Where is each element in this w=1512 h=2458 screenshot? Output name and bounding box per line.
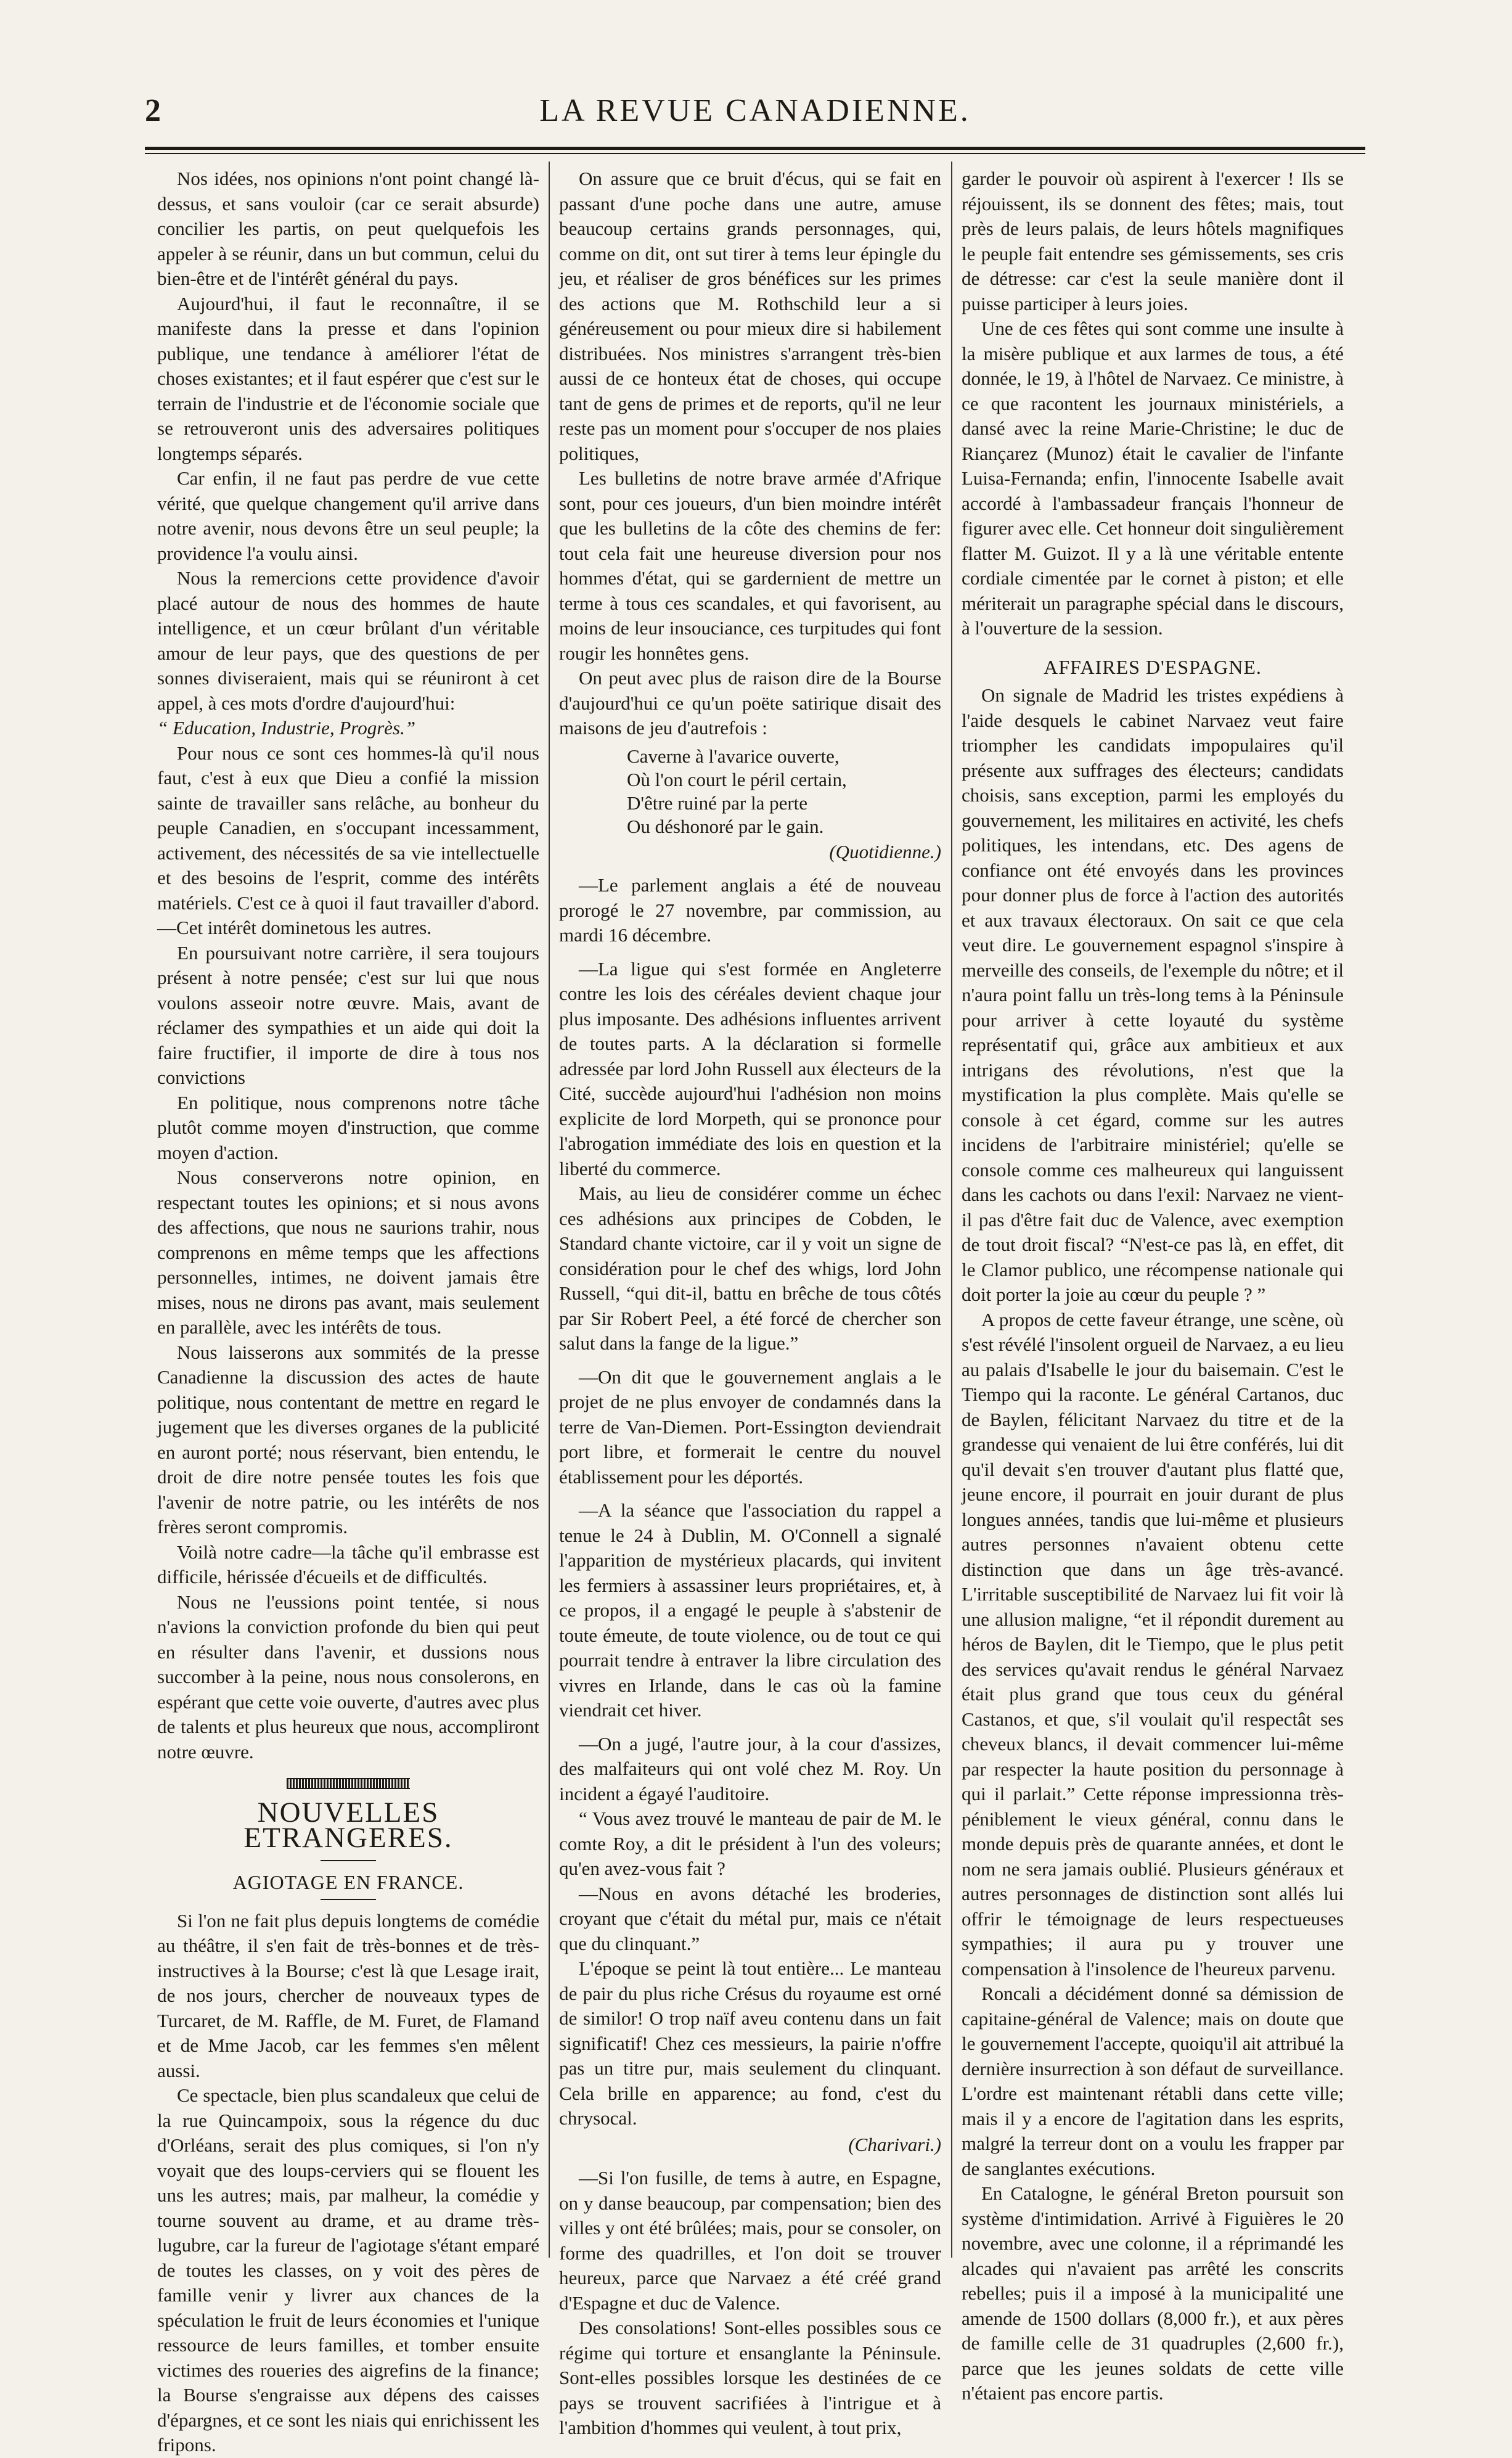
short-rule [321,1860,376,1861]
column-divider [549,162,550,2258]
column-2 [559,166,941,2438]
paragraph: Nos idées, nos opinions n'ont point changé là-dessus, et sans vouloir (car ce serait absurde) concilier les partis, on peut quelquefois les appeler à se réunir, dans un but commun, celui du bien-être et de l'intérêt général du pays. [157,168,539,289]
paragraph: Aujourd'hui, il faut le reconnaître, il se manifeste dans la presse et dans l'opinion publique, une tendance à améliorer l'état de choses existantes; et il faut espérer que c'est sur le terrain de l'industrie et de l'économie sociale que se retrouveront unis des adversaires politiques longtemps séparés. [157,292,539,464]
verse-line: Caverne à l'avarice ouverte, [627,745,840,767]
verse-line: D'être ruiné par la perte [627,792,808,814]
section-title: NOUVELLES ETRANGERES. [243,1796,453,1854]
paragraph: “ Vous avez trouvé le manteau de pair de M. le comte Roy, a dit le président à l'un des voleurs; qu'en avez-vous fait ? [559,1808,941,1879]
paragraph: garder le pouvoir où aspirent à l'exercer ! Ils se réjouissent, ils se donnent des fêtes; mais, tout près de leurs palais, de leurs hôtels magnifiques le peuple fait entendre ses gémissements, ses cris de détresse: car c'est la seule manière dont il puisse participer à leurs joies. [962,168,1344,314]
paragraph: On assure que ce bruit d'écus, qui se fait en passant d'une poche dans une autre, amuse beaucoup certains grands personnages, qui, comme on dit, ont sut tirer à tems leur épingle du jeu, et réaliser de gros bénéfices sur les primes des actions que M. Rothschild leur a si généreusement ou pour mieux dire si habilement distribuées. Nos ministres s'arrangent très-bien aussi de ce honteux état de choses, qui occupe tant de gens de primes et de reports, qu'il ne leur reste pas un moment pour s'occuper de nos plaies politiques, [559,168,941,464]
paragraph: En Catalogne, le général Breton poursuit son système d'intimidation. Arrivé à Figuières le 20 novembre, avec une colonne, il a réprimandé les alcades qui n'avaient pas arrêté les conscrits rebelles; puis il a imposé à la municipalité une amende de 1500 dollars (8,000 fr.), et aux pères de famille celle de 31 quadruples (2,600 fr.), parce que les jeunes soldats de cette ville n'étaient pas encore partis. [962,2182,1344,2404]
verse-quote [627,745,941,838]
paragraph: —La ligue qui s'est formée en Angleterre contre les lois des céréales devient chaque jour plus imposante. Des adhésions influentes arrivent de toutes parts. A la déclaration si formelle adressée par lord John Russell aux électeurs de la Cité, succède aujourd'hui l'adhésion non moins explicite de lord Morpeth, qui se prononce pour l'abrogation immédiate des lois en question et la liberté du commerce. [559,957,941,1179]
paragraph: Car enfin, il ne faut pas perdre de vue cette vérité, que quelque changement qu'il arrive dans notre avenir, nous devons être un seul peuple; la providence l'a voulu ainsi. [157,467,539,564]
masthead-title: LA REVUE CANADIENNE. [539,93,971,128]
paragraph: En politique, nous comprenons notre tâche plutôt comme moyen d'instruction, que comme moyen d'action. [157,1091,539,1163]
paragraph: Ce spectacle, bien plus scandaleux que celui de la rue Quincampoix, sous la régence du duc d'Orléans, serait des plus comiques, si l'on n'y voyait que des loups-cerviers qui se flouent les uns les autres; mais, par malheur, la comédie y tourne souvent au drame, et au drame très-lugubre, car la fureur de l'agiotage s'étant emparé de toutes les classes, on y voit des pères de famille venir y livrer aux chances de la spéculation le fruit de leurs économies et l'unique ressource de leurs familles, et tomber ensuite victimes des roueries des aigrefins de la finance; la Bourse s'engraisse aux dépens des caisses d'épargnes, et ce sont les niais qui enrichissent les fripons. [157,2084,539,2456]
article-title: AFFAIRES D'ESPAGNE. [1044,655,1262,678]
paragraph: Si l'on ne fait plus depuis longtems de comédie au théâtre, il s'en fait de très-bonnes et de très-instructives à la Bourse; c'est là que Lesage irait, de nos jours, chercher de nouveaux types de Turcaret, de M. Raffle, de M. Furet, de Flamand et de Mme Jacob, car les femmes s'en mêlent aussi. [157,1909,539,2081]
paragraph: Voilà notre cadre—la tâche qu'il embrasse est difficile, hérissée d'écueils et de difficultés. [157,1541,539,1587]
source-citation: (Charivari.) [848,2133,941,2155]
paragraph: Nous conserverons notre opinion, en respectant toutes les opinions; et si nous avons des affections, que nous ne saurions trahir, nous comprenons en même temps que les affections personnelles, intimes, ne doivent jamais être mises, nous ne dirons pas avant, mais seulement en parallèle, avec les intérêts de tous. [157,1166,539,1338]
paragraph: On peut avec plus de raison dire de la Bourse d'aujourd'hui ce qu'un poëte satirique disait des maisons de jeu d'autrefois : [559,667,941,739]
paragraph: Des consolations! Sont-elles possibles sous ce régime qui torture et ensanglante la Péninsule. Sont-elles possibles lorsque les destinées de ce pays se trouvent sacrifiées à l'intrigue et à l'ambition d'hommes qui veulent, à tout prix, [559,2317,941,2438]
page-header [145,92,1365,129]
paragraph: Mais, au lieu de considérer comme un échec ces adhésions aux principes de Cobden, le Standard chante victoire, car il y voit un signe de considération pour le chef des whigs, lord John Russell, “qui dit-il, battu en brêche de tous côtés par Sir Robert Peel, a été forcé de chercher son salut dans la fange de la ligue.” [559,1182,941,1354]
paragraph: Roncali a décidément donné sa démission de capitaine-général de Valence; mais on doute que le gouvernement l'accepte, quoiqu'il ait attribué la dernière insurrection à son défaut de surveillance. L'ordre est maintenant rétabli dans cette ville; mais il y a encore de l'agitation dans les esprits, malgré la terreur dont on a voulu les frapper par de sanglantes exécutions. [962,1983,1344,2179]
paragraph: —Si l'on fusille, de tems à autre, en Espagne, on y danse beaucoup, par compensation; bien des villes y ont été brûlées; mais, pour se consoler, on forme des quadrilles, et l'on doit se trouver heureux, parce que Narvaez a été créé grand d'Espagne et duc de Valence. [559,2167,941,2314]
article-title: AGIOTAGE EN FRANCE. [232,1871,464,1893]
paragraph: En poursuivant notre carrière, il sera toujours présent à notre pensée; c'est sur lui que nous voulons asseoir notre œuvre. Mais, avant de réclamer des sympathies et un aide qui doit la faire fructifier, il importe de dire à tous nos convictions [157,941,539,1088]
paragraph: Nous ne l'eussions point tentée, si nous n'avions la conviction profonde du bien qui peut en résulter dans l'avenir, et dussions nous succomber à la peine, nous nous consolerons, en espérant que cette voie ouverte, d'autres avec plus de talents et plus heureux que nous, accompliront notre œuvre. [157,1591,539,1763]
paragraph: —Le parlement anglais a été de nouveau prorogé le 27 novembre, par commission, au mardi 16 décembre. [559,874,941,946]
paragraph: L'époque se peint là tout entière... Le manteau de pair du plus riche Crésus du royaume est orné de similor! O trop naïf aveu contenu dans un fait significatif! Chez ces messieurs, la pairie n'offre pas un titre pur, mais seulement du clinquant. Cela brille en apparence; au fond, c'est du chrysocal. [559,1957,941,2129]
paragraph: On signale de Madrid les tristes expédiens à l'aide desquels le cabinet Narvaez veut faire triompher les candidats impopulaires qu'il présente aux suffrages des électeurs; candidats choisis, sans exception, parmi les employés du gouvernement, les militaires en activité, les chefs politiques, les intendans, etc. Des agens de confiance ont été envoyés dans les provinces pour donner plus de force à l'action des autorités et aux travaux électoraux. On sait ce que cela veut dire. Le gouvernement espagnol s'inspire à merveille des conseils, de l'exemple du nôtre; et il n'aura point fallu un très-long tems à la Péninsule pour arriver à cette loyauté du système représentatif qui, grâce aux ambitieux et aux intrigans des révolutions, n'est que la mystification la plus complète. Mais qu'elle se console à cet égard, comme sur les autres incidens de l'arbitraire ministériel; qu'elle se console comme ces malheureux qui languissent dans les cachots ou dans l'exil: Narvaez ne vient-il pas d'être fait duc de Valence, avec exemption de tout droit fiscal? “N'est-ce pas là, en effet, dit le Clamor publico, une récompense nationale qui doit porter la joie au cœur du peuple ? ” [962,684,1344,1305]
page-number: 2 [145,93,161,128]
slogan: “ Education, Industrie, Progrès.” [157,717,416,739]
header-rule-thin [145,153,1365,154]
paragraph: —Nous en avons détaché les broderies, croyant que c'était du métal pur, mais ce n'était que du clinquant.” [559,1882,941,1954]
paragraph: A propos de cette faveur étrange, une scène, où s'est révélé l'insolent orgueil de Narvaez, a eu lieu au palais d'Isabelle le jour du baisemain. C'est le Tiempo qui la raconte. Le général Cartanos, duc de Baylen, félicitant Narvaez du titre et de la grandesse qui venaient de lui être conférés, lui dit qu'il devait s'en trouver d'autant plus flatté que, jeune encore, il pourrait en jouir durant de plus longues années, tandis que lui-même et plusieurs autres personnes n'avaient obtenu cette distinction que dans un âge très-avancé. L'irritable susceptibilité de Narvaez lui fit voir là une allusion maligne, “et il répondit durement au héros de Baylen, dit le Tiempo, que le plus petit des services qu'avait rendus le général Narvaez était plus grand que tous ceux du général Castanos, et que, s'il voulait qu'il respectât ses cheveux blancs, il devait commencer lui-même par respecter la haute position du personnage à qui il parlait.” Cette réponse impressionna très-péniblement le vieux général, connu dans le monde depuis près de quarante années, et dont le nom ne sera jamais oublié. Plusieurs généraux et autres personnages de distinction sont allés lui offrir le témoignage de leurs respectueuses sympathies; il aura pu y trouver une compensation à l'insolence de l'heureux parvenu. [962,1308,1344,1980]
source-citation: (Quotidienne.) [829,840,941,862]
paragraph: —On dit que le gouvernement anglais a le projet de ne plus envoyer de condamnés dans la terre de Van-Diemen. Port-Essington deviendrait port libre, et formerait le centre du nouvel établissement pour les déportés. [559,1366,941,1488]
verse-line: Où l'on court le péril certain, [627,768,847,790]
column-divider [951,162,952,2258]
paragraph: Pour nous ce sont ces hommes-là qu'il nous faut, c'est à eux que Dieu a confié la mission sainte de travailler sans relâche, au bonheur du peuple Canadien, en s'occupant incessamment, activement, des nécessités de sa vie intellectuelle et des besoins de l'esprit, comme des intérêts matériels. C'est ce à quoi il faut travailler d'abord.—Cet intérêt dominetous les autres. [157,742,539,938]
paragraph: Une de ces fêtes qui sont comme une insulte à la misère publique et aux larmes de tous, a été donnée, le 19, à l'hôtel de Narvaez. Ce ministre, à ce que racontent les journaux ministériels, a dansé avec la reine Marie-Christine; le duc de Riançarez (Munoz) était le cavalier de l'infante Luisa-Fernanda; enfin, l'innocente Isabelle avait accordé à l'ambassadeur français l'honneur de figurer avec elle. Cet honneur doit singulièrement flatter M. Guizot. Il y a là une véritable entente cordiale cimentée par le cornet à piston; et elle mériterait un paragraphe spécial dans le discours, à l'ouverture de la session. [962,317,1344,639]
column-3 [962,166,1344,2404]
paragraph: Nous la remercions cette providence d'avoir placé autour de nous des hommes de haute intelligence, et un cœur brûlant d'un véritable amour de leur pays, que des questions de per sonnes diviseraient, mais qui se réuniront à cet appel, à ces mots d'ordre d'aujourd'hui: [157,567,539,714]
paragraph: Nous laisserons aux sommités de la presse Canadienne la discussion des actes de haute politique, nous contentant de mettre en regard le jugement que les diverses organes de la publicité en auront porté; nous réservant, bien entendu, le droit de dire notre pensée toutes les fois que l'avenir de notre patrie, ou les intérêts de nos frères seront compromis. [157,1341,539,1538]
section-ornament [287,1778,410,1789]
short-rule [321,1899,376,1900]
paragraph: Les bulletins de notre brave armée d'Afrique sont, pour ces joueurs, d'un bien moindre intérêt que les bulletins de la côte des chemins de fer: tout cela fait une heureuse diversion pour nos hommes d'état, qui se gardernient de mettre un terme à tous ces scandales, et qui favorisent, au moins de leur insouciance, ces turpitudes qui font rougir les honnêtes gens. [559,467,941,664]
paragraph: —On a jugé, l'autre jour, à la cour d'assizes, des malfaiteurs qui ont volé chez M. Roy. Un incident a égayé l'auditoire. [559,1732,941,1805]
verse-line: Ou déshonoré par le gain. [627,815,824,837]
column-1 [157,166,539,2456]
header-rule [145,147,1365,150]
paragraph: —A la séance que l'association du rappel a tenue le 24 à Dublin, M. O'Connell a signalé l'apparition de mystérieux placards, qui invitent les fermiers à assassiner leurs propriétaires, et, à ce propos, il a engagé le peuple à s'abstenir de toute émeute, de toute violence, ou de tout ce qui pourrait tendre à entraver la libre circulation des vivres en Irlande, dans le cas où la famine viendrait cet hiver. [559,1499,941,1721]
